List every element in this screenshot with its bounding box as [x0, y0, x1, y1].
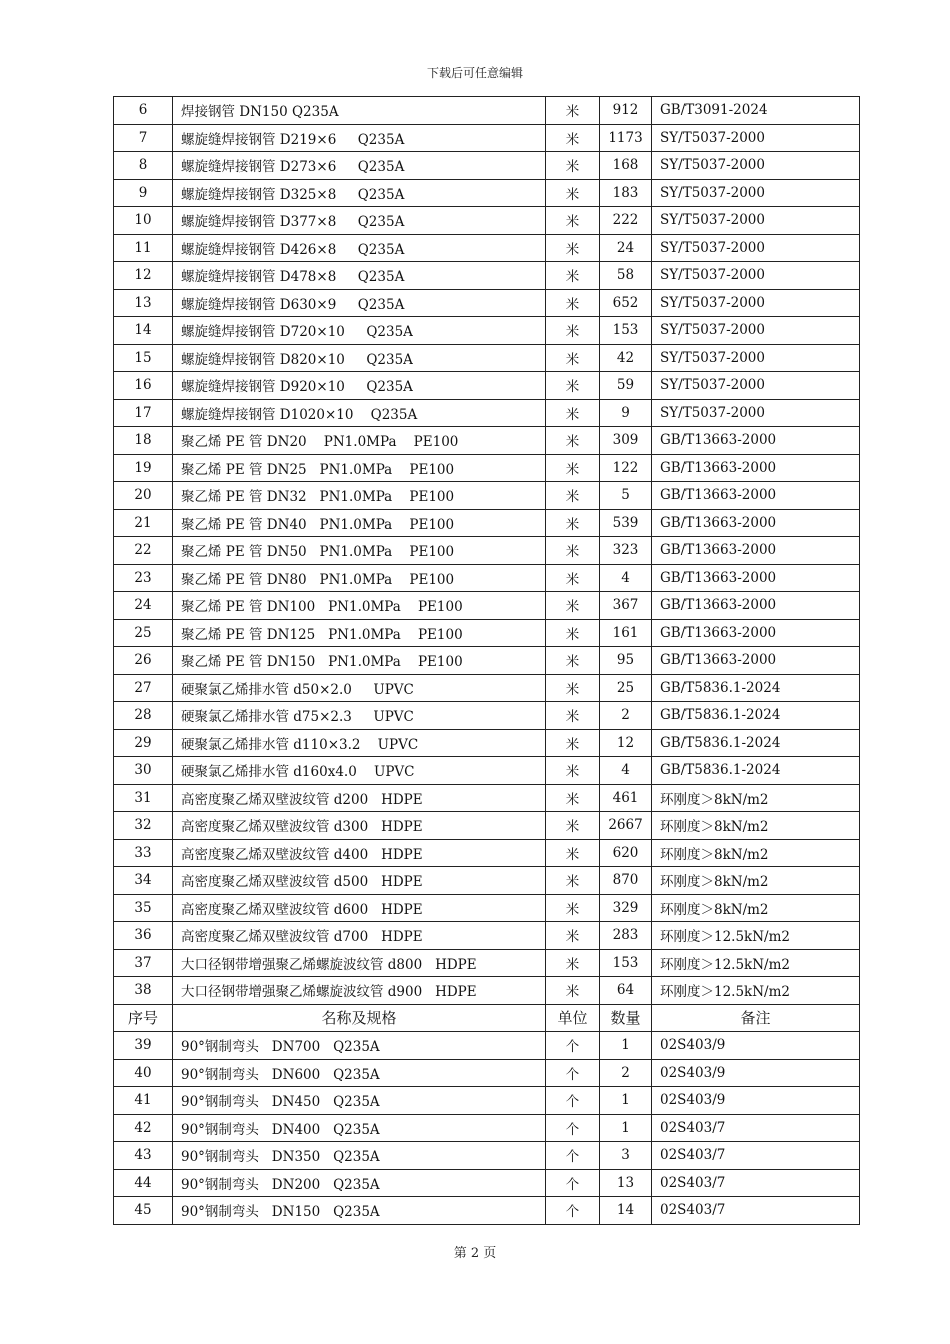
- table-row: [114, 702, 860, 730]
- row-number: 8: [114, 152, 173, 180]
- item-name: 高密度聚乙烯双壁波纹管 d300 HDPE: [173, 812, 546, 840]
- item-remark: GB/T13663-2000: [652, 537, 860, 565]
- item-remark: GB/T5836.1-2024: [652, 757, 860, 785]
- item-name: 聚乙烯 PE 管 DN20 PN1.0MPa PE100: [173, 427, 546, 455]
- item-unit: 米: [546, 784, 600, 812]
- item-quantity: 153: [600, 949, 652, 977]
- row-number: 10: [114, 207, 173, 235]
- item-remark: 环刚度＞8kN/m2: [652, 839, 860, 867]
- item-unit: 米: [546, 207, 600, 235]
- item-unit: 米: [546, 152, 600, 180]
- item-quantity: 1: [600, 1087, 652, 1115]
- table-row: [114, 344, 860, 372]
- item-remark: GB/T5836.1-2024: [652, 729, 860, 757]
- item-quantity: 2667: [600, 812, 652, 840]
- item-name: 硬聚氯乙烯排水管 d75×2.3 UPVC: [173, 702, 546, 730]
- item-unit: 米: [546, 839, 600, 867]
- item-remark: 02S403/7: [652, 1169, 860, 1197]
- header-row-number: 序号: [114, 1004, 173, 1032]
- item-name: 螺旋缝焊接钢管 D1020×10 Q235A: [173, 399, 546, 427]
- row-number: 7: [114, 124, 173, 152]
- item-quantity: 153: [600, 317, 652, 345]
- table-row: [114, 812, 860, 840]
- row-number: 35: [114, 894, 173, 922]
- item-quantity: 59: [600, 372, 652, 400]
- item-name: 聚乙烯 PE 管 DN32 PN1.0MPa PE100: [173, 482, 546, 510]
- item-remark: GB/T5836.1-2024: [652, 674, 860, 702]
- row-number: 32: [114, 812, 173, 840]
- item-name: 螺旋缝焊接钢管 D426×8 Q235A: [173, 234, 546, 262]
- table-row: [114, 399, 860, 427]
- table-row: [114, 482, 860, 510]
- row-number: 16: [114, 372, 173, 400]
- row-number: 19: [114, 454, 173, 482]
- item-remark: SY/T5037-2000: [652, 124, 860, 152]
- table-row: [114, 234, 860, 262]
- material-table: [113, 96, 860, 1225]
- item-name: 90°钢制弯头 DN600 Q235A: [173, 1059, 546, 1087]
- table-row: [114, 152, 860, 180]
- row-number: 40: [114, 1059, 173, 1087]
- table-row: [114, 839, 860, 867]
- row-number: 31: [114, 784, 173, 812]
- table-row: [114, 427, 860, 455]
- table-row: [114, 1114, 860, 1142]
- item-name: 螺旋缝焊接钢管 D325×8 Q235A: [173, 179, 546, 207]
- row-number: 24: [114, 592, 173, 620]
- item-quantity: 367: [600, 592, 652, 620]
- item-unit: 米: [546, 97, 600, 125]
- table-row: [114, 179, 860, 207]
- header-item-remark: 备注: [652, 1004, 860, 1032]
- row-number: 11: [114, 234, 173, 262]
- table-row: [114, 97, 860, 125]
- item-remark: 02S403/9: [652, 1032, 860, 1060]
- row-number: 30: [114, 757, 173, 785]
- item-quantity: 323: [600, 537, 652, 565]
- row-number: 38: [114, 977, 173, 1005]
- item-quantity: 1173: [600, 124, 652, 152]
- item-name: 高密度聚乙烯双壁波纹管 d400 HDPE: [173, 839, 546, 867]
- item-quantity: 461: [600, 784, 652, 812]
- table-row: [114, 977, 860, 1005]
- item-name: 硬聚氯乙烯排水管 d160x4.0 UPVC: [173, 757, 546, 785]
- item-name: 硬聚氯乙烯排水管 d50×2.0 UPVC: [173, 674, 546, 702]
- item-quantity: 14: [600, 1197, 652, 1225]
- table-row: [114, 509, 860, 537]
- table-row: [114, 1197, 860, 1225]
- item-unit: 米: [546, 564, 600, 592]
- item-name: 高密度聚乙烯双壁波纹管 d200 HDPE: [173, 784, 546, 812]
- item-unit: 米: [546, 647, 600, 675]
- header-item-unit: 单位: [546, 1004, 600, 1032]
- item-remark: 环刚度＞12.5kN/m2: [652, 922, 860, 950]
- row-number: 41: [114, 1087, 173, 1115]
- item-remark: GB/T13663-2000: [652, 482, 860, 510]
- row-number: 25: [114, 619, 173, 647]
- item-name: 90°钢制弯头 DN700 Q235A: [173, 1032, 546, 1060]
- item-unit: 米: [546, 674, 600, 702]
- item-remark: SY/T5037-2000: [652, 207, 860, 235]
- item-remark: SY/T5037-2000: [652, 289, 860, 317]
- item-remark: 02S403/7: [652, 1142, 860, 1170]
- header-item-name: 名称及规格: [173, 1004, 546, 1032]
- item-quantity: 870: [600, 867, 652, 895]
- item-remark: 环刚度＞8kN/m2: [652, 784, 860, 812]
- item-unit: 米: [546, 344, 600, 372]
- row-number: 37: [114, 949, 173, 977]
- item-unit: 米: [546, 509, 600, 537]
- item-unit: 个: [546, 1114, 600, 1142]
- item-quantity: 95: [600, 647, 652, 675]
- row-number: 29: [114, 729, 173, 757]
- item-unit: 米: [546, 399, 600, 427]
- item-remark: SY/T5037-2000: [652, 372, 860, 400]
- item-remark: GB/T13663-2000: [652, 592, 860, 620]
- row-number: 45: [114, 1197, 173, 1225]
- page-number: 第 2 页: [453, 1246, 497, 1261]
- item-remark: 环刚度＞8kN/m2: [652, 867, 860, 895]
- item-remark: 环刚度＞12.5kN/m2: [652, 949, 860, 977]
- item-name: 螺旋缝焊接钢管 D273×6 Q235A: [173, 152, 546, 180]
- item-unit: 米: [546, 922, 600, 950]
- row-number: 28: [114, 702, 173, 730]
- item-unit: 米: [546, 482, 600, 510]
- row-number: 33: [114, 839, 173, 867]
- item-remark: SY/T5037-2000: [652, 344, 860, 372]
- table-header-row: [114, 1004, 860, 1032]
- item-quantity: 42: [600, 344, 652, 372]
- item-unit: 米: [546, 812, 600, 840]
- table-row: [114, 1059, 860, 1087]
- table-row: [114, 592, 860, 620]
- item-name: 聚乙烯 PE 管 DN25 PN1.0MPa PE100: [173, 454, 546, 482]
- item-quantity: 2: [600, 1059, 652, 1087]
- row-number: 34: [114, 867, 173, 895]
- item-unit: 个: [546, 1169, 600, 1197]
- table-row: [114, 317, 860, 345]
- item-remark: SY/T5037-2000: [652, 234, 860, 262]
- item-remark: GB/T13663-2000: [652, 454, 860, 482]
- item-unit: 米: [546, 454, 600, 482]
- item-name: 90°钢制弯头 DN150 Q235A: [173, 1197, 546, 1225]
- row-number: 12: [114, 262, 173, 290]
- item-remark: 02S403/7: [652, 1114, 860, 1142]
- item-name: 高密度聚乙烯双壁波纹管 d500 HDPE: [173, 867, 546, 895]
- item-remark: GB/T13663-2000: [652, 564, 860, 592]
- item-remark: 02S403/9: [652, 1087, 860, 1115]
- item-unit: 米: [546, 729, 600, 757]
- item-remark: GB/T13663-2000: [652, 647, 860, 675]
- item-quantity: 1: [600, 1114, 652, 1142]
- item-unit: 个: [546, 1032, 600, 1060]
- item-remark: 环刚度＞12.5kN/m2: [652, 977, 860, 1005]
- row-number: 21: [114, 509, 173, 537]
- item-remark: 环刚度＞8kN/m2: [652, 812, 860, 840]
- table-row: [114, 894, 860, 922]
- item-unit: 米: [546, 262, 600, 290]
- table-row: [114, 1032, 860, 1060]
- table-row: [114, 647, 860, 675]
- item-unit: 米: [546, 234, 600, 262]
- item-quantity: 4: [600, 564, 652, 592]
- item-remark: SY/T5037-2000: [652, 179, 860, 207]
- item-quantity: 12: [600, 729, 652, 757]
- item-quantity: 1: [600, 1032, 652, 1060]
- item-remark: SY/T5037-2000: [652, 262, 860, 290]
- item-name: 螺旋缝焊接钢管 D920×10 Q235A: [173, 372, 546, 400]
- table-row: [114, 674, 860, 702]
- table-row: [114, 784, 860, 812]
- item-remark: GB/T5836.1-2024: [652, 702, 860, 730]
- item-quantity: 4: [600, 757, 652, 785]
- row-number: 15: [114, 344, 173, 372]
- item-remark: GB/T13663-2000: [652, 619, 860, 647]
- item-remark: GB/T3091-2024: [652, 97, 860, 125]
- item-unit: 米: [546, 894, 600, 922]
- item-name: 高密度聚乙烯双壁波纹管 d600 HDPE: [173, 894, 546, 922]
- item-unit: 米: [546, 289, 600, 317]
- row-number: 36: [114, 922, 173, 950]
- item-unit: 米: [546, 619, 600, 647]
- item-name: 焊接钢管 DN150 Q235A: [173, 97, 546, 125]
- item-quantity: 2: [600, 702, 652, 730]
- item-name: 聚乙烯 PE 管 DN100 PN1.0MPa PE100: [173, 592, 546, 620]
- item-name: 大口径钢带增强聚乙烯螺旋波纹管 d800 HDPE: [173, 949, 546, 977]
- item-quantity: 168: [600, 152, 652, 180]
- item-name: 螺旋缝焊接钢管 D478×8 Q235A: [173, 262, 546, 290]
- item-quantity: 329: [600, 894, 652, 922]
- item-unit: 个: [546, 1197, 600, 1225]
- row-number: 13: [114, 289, 173, 317]
- item-quantity: 183: [600, 179, 652, 207]
- table-row: [114, 372, 860, 400]
- row-number: 27: [114, 674, 173, 702]
- item-unit: 米: [546, 702, 600, 730]
- table-row: [114, 289, 860, 317]
- table-row: [114, 1142, 860, 1170]
- row-number: 22: [114, 537, 173, 565]
- table-row: [114, 922, 860, 950]
- row-number: 39: [114, 1032, 173, 1060]
- item-quantity: 652: [600, 289, 652, 317]
- item-quantity: 122: [600, 454, 652, 482]
- item-unit: 个: [546, 1087, 600, 1115]
- table-row: [114, 729, 860, 757]
- item-unit: 米: [546, 372, 600, 400]
- item-quantity: 222: [600, 207, 652, 235]
- table-row: [114, 564, 860, 592]
- item-quantity: 64: [600, 977, 652, 1005]
- item-remark: SY/T5037-2000: [652, 317, 860, 345]
- material-table-body: [114, 97, 860, 1225]
- item-name: 90°钢制弯头 DN450 Q235A: [173, 1087, 546, 1115]
- item-name: 高密度聚乙烯双壁波纹管 d700 HDPE: [173, 922, 546, 950]
- item-unit: 个: [546, 1059, 600, 1087]
- item-unit: 米: [546, 867, 600, 895]
- item-unit: 个: [546, 1142, 600, 1170]
- item-name: 螺旋缝焊接钢管 D630×9 Q235A: [173, 289, 546, 317]
- item-remark: SY/T5037-2000: [652, 399, 860, 427]
- row-number: 9: [114, 179, 173, 207]
- table-row: [114, 867, 860, 895]
- item-quantity: 620: [600, 839, 652, 867]
- item-quantity: 283: [600, 922, 652, 950]
- row-number: 42: [114, 1114, 173, 1142]
- item-quantity: 912: [600, 97, 652, 125]
- table-row: [114, 537, 860, 565]
- item-unit: 米: [546, 427, 600, 455]
- item-remark: 环刚度＞8kN/m2: [652, 894, 860, 922]
- row-number: 44: [114, 1169, 173, 1197]
- item-remark: 02S403/9: [652, 1059, 860, 1087]
- page-header: 下载后可任意编辑: [426, 66, 523, 80]
- item-name: 聚乙烯 PE 管 DN50 PN1.0MPa PE100: [173, 537, 546, 565]
- item-name: 螺旋缝焊接钢管 D720×10 Q235A: [173, 317, 546, 345]
- row-number: 18: [114, 427, 173, 455]
- item-name: 螺旋缝焊接钢管 D219×6 Q235A: [173, 124, 546, 152]
- row-number: 23: [114, 564, 173, 592]
- row-number: 17: [114, 399, 173, 427]
- table-row: [114, 757, 860, 785]
- item-quantity: 5: [600, 482, 652, 510]
- item-quantity: 539: [600, 509, 652, 537]
- item-quantity: 9: [600, 399, 652, 427]
- item-name: 聚乙烯 PE 管 DN80 PN1.0MPa PE100: [173, 564, 546, 592]
- item-remark: GB/T13663-2000: [652, 509, 860, 537]
- item-remark: GB/T13663-2000: [652, 427, 860, 455]
- item-name: 聚乙烯 PE 管 DN40 PN1.0MPa PE100: [173, 509, 546, 537]
- row-number: 6: [114, 97, 173, 125]
- table-row: [114, 1087, 860, 1115]
- item-remark: 02S403/7: [652, 1197, 860, 1225]
- item-quantity: 161: [600, 619, 652, 647]
- item-unit: 米: [546, 592, 600, 620]
- row-number: 43: [114, 1142, 173, 1170]
- item-quantity: 25: [600, 674, 652, 702]
- row-number: 26: [114, 647, 173, 675]
- item-unit: 米: [546, 124, 600, 152]
- item-name: 聚乙烯 PE 管 DN125 PN1.0MPa PE100: [173, 619, 546, 647]
- item-unit: 米: [546, 537, 600, 565]
- table-row: [114, 1169, 860, 1197]
- header-item-quantity: 数量: [600, 1004, 652, 1032]
- table-row: [114, 454, 860, 482]
- item-name: 90°钢制弯头 DN200 Q235A: [173, 1169, 546, 1197]
- item-name: 90°钢制弯头 DN400 Q235A: [173, 1114, 546, 1142]
- table-row: [114, 949, 860, 977]
- table-row: [114, 262, 860, 290]
- item-unit: 米: [546, 977, 600, 1005]
- item-remark: SY/T5037-2000: [652, 152, 860, 180]
- item-name: 螺旋缝焊接钢管 D377×8 Q235A: [173, 207, 546, 235]
- item-unit: 米: [546, 949, 600, 977]
- item-name: 螺旋缝焊接钢管 D820×10 Q235A: [173, 344, 546, 372]
- item-quantity: 3: [600, 1142, 652, 1170]
- item-quantity: 13: [600, 1169, 652, 1197]
- item-name: 大口径钢带增强聚乙烯螺旋波纹管 d900 HDPE: [173, 977, 546, 1005]
- item-unit: 米: [546, 757, 600, 785]
- table-row: [114, 124, 860, 152]
- item-name: 硬聚氯乙烯排水管 d110×3.2 UPVC: [173, 729, 546, 757]
- item-quantity: 58: [600, 262, 652, 290]
- item-unit: 米: [546, 179, 600, 207]
- item-name: 90°钢制弯头 DN350 Q235A: [173, 1142, 546, 1170]
- row-number: 14: [114, 317, 173, 345]
- item-quantity: 24: [600, 234, 652, 262]
- item-name: 聚乙烯 PE 管 DN150 PN1.0MPa PE100: [173, 647, 546, 675]
- row-number: 20: [114, 482, 173, 510]
- item-unit: 米: [546, 317, 600, 345]
- table-row: [114, 207, 860, 235]
- item-quantity: 309: [600, 427, 652, 455]
- table-row: [114, 619, 860, 647]
